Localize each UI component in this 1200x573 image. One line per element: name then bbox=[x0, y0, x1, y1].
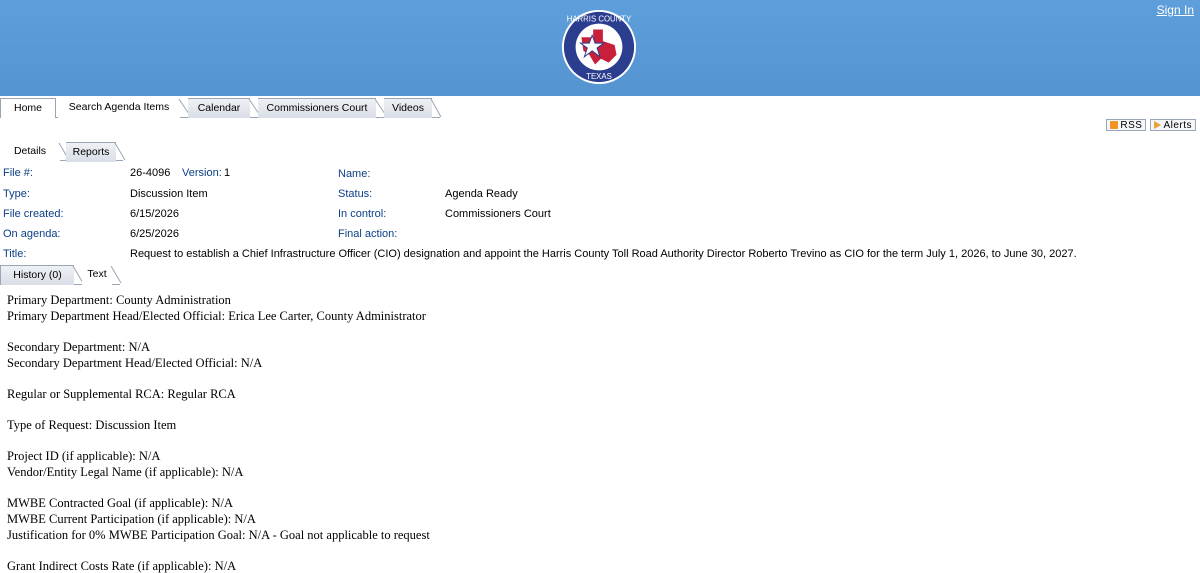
harris-county-seal-logo bbox=[560, 8, 638, 86]
svg-text:TEXAS: TEXAS bbox=[586, 72, 612, 82]
type-value: Discussion Item bbox=[130, 188, 208, 200]
tab-label: Text bbox=[87, 268, 107, 280]
rss-icon bbox=[1110, 121, 1118, 129]
title-value: Request to establish a Chief Infrastructure Officer (CIO) designation and appoint the Harris County Toll Road Authority Director Roberto Trevino as CIO for the term July 1, 2026, to June 30, 2027. bbox=[130, 248, 1077, 260]
agenda-item-text bbox=[7, 292, 430, 573]
primary-department-head: Primary Department Head/Elected Official: Erica Lee Carter, County Administrator bbox=[7, 309, 426, 323]
type-label: Type: bbox=[3, 188, 30, 200]
tab-history[interactable] bbox=[0, 265, 74, 285]
mwbe-goal: MWBE Contracted Goal (if applicable): N/A bbox=[7, 496, 233, 510]
feed-links bbox=[1106, 119, 1196, 131]
on-agenda-value: 6/25/2026 bbox=[130, 228, 179, 240]
tab-reports[interactable] bbox=[66, 142, 116, 162]
in-control-label: In control: bbox=[338, 208, 387, 220]
status-label: Status: bbox=[338, 188, 373, 200]
tab-label: Videos bbox=[392, 102, 424, 114]
file-created-value: 6/15/2026 bbox=[130, 208, 179, 220]
request-type: Type of Request: Discussion Item bbox=[7, 418, 177, 432]
tab-videos[interactable] bbox=[384, 98, 432, 118]
project-id: Project ID (if applicable): N/A bbox=[7, 449, 161, 463]
alerts-icon bbox=[1154, 121, 1161, 129]
primary-department: Primary Department: County Administration bbox=[7, 293, 231, 307]
final-action-label: Final action: bbox=[338, 228, 398, 240]
in-control-value: Commissioners Court bbox=[445, 208, 551, 220]
title-label: Title: bbox=[3, 248, 27, 260]
file-number-value: 26-4096 bbox=[130, 167, 171, 179]
tab-home[interactable] bbox=[0, 98, 56, 118]
tab-label: Search Agenda Items bbox=[68, 101, 170, 113]
tab-label: Home bbox=[13, 102, 42, 114]
tab-slant-icon bbox=[110, 265, 122, 284]
secondary-department: Secondary Department: N/A bbox=[7, 340, 151, 354]
alerts-link[interactable]: Alerts bbox=[1150, 119, 1196, 131]
tab-text[interactable] bbox=[82, 265, 112, 285]
tab-label: Calendar bbox=[197, 102, 241, 114]
tab-label: Commissioners Court bbox=[266, 102, 368, 114]
tab-search-agenda-items[interactable] bbox=[58, 98, 180, 118]
version-value: 1 bbox=[224, 167, 231, 179]
tab-slant-icon bbox=[430, 98, 442, 118]
mwbe-participation: MWBE Current Participation (if applicable): N/A bbox=[7, 512, 256, 526]
secondary-department-head: Secondary Department Head/Elected Official: N/A bbox=[7, 356, 263, 370]
sign-in-link[interactable]: Sign In bbox=[1156, 3, 1194, 17]
status-value: Agenda Ready bbox=[445, 188, 518, 200]
on-agenda-label: On agenda: bbox=[3, 228, 61, 240]
tab-label: Details bbox=[13, 145, 47, 157]
rca-type: Regular or Supplemental RCA: Regular RCA bbox=[7, 387, 236, 401]
tab-calendar[interactable] bbox=[188, 98, 250, 118]
tab-details[interactable] bbox=[0, 142, 60, 162]
file-created-label: File created: bbox=[3, 208, 64, 220]
name-label: Name: bbox=[338, 168, 371, 180]
svg-text:HARRIS COUNTY: HARRIS COUNTY bbox=[566, 14, 632, 24]
mwbe-justification: Justification for 0% MWBE Participation Goal: N/A - Goal not applicable to request bbox=[7, 528, 430, 542]
tab-label: History (0) bbox=[13, 269, 62, 281]
version-label: Version: bbox=[182, 167, 222, 179]
tab-slant-icon bbox=[114, 142, 126, 161]
site-header bbox=[0, 0, 1200, 96]
tab-commissioners-court[interactable] bbox=[258, 98, 376, 118]
tab-label: Reports bbox=[72, 146, 110, 158]
vendor-name: Vendor/Entity Legal Name (if applicable): N/A bbox=[7, 465, 244, 479]
rss-link[interactable]: RSS bbox=[1106, 119, 1146, 131]
file-number-label: File #: bbox=[3, 167, 33, 179]
grant-indirect-costs: Grant Indirect Costs Rate (if applicable): N/A bbox=[7, 559, 237, 573]
